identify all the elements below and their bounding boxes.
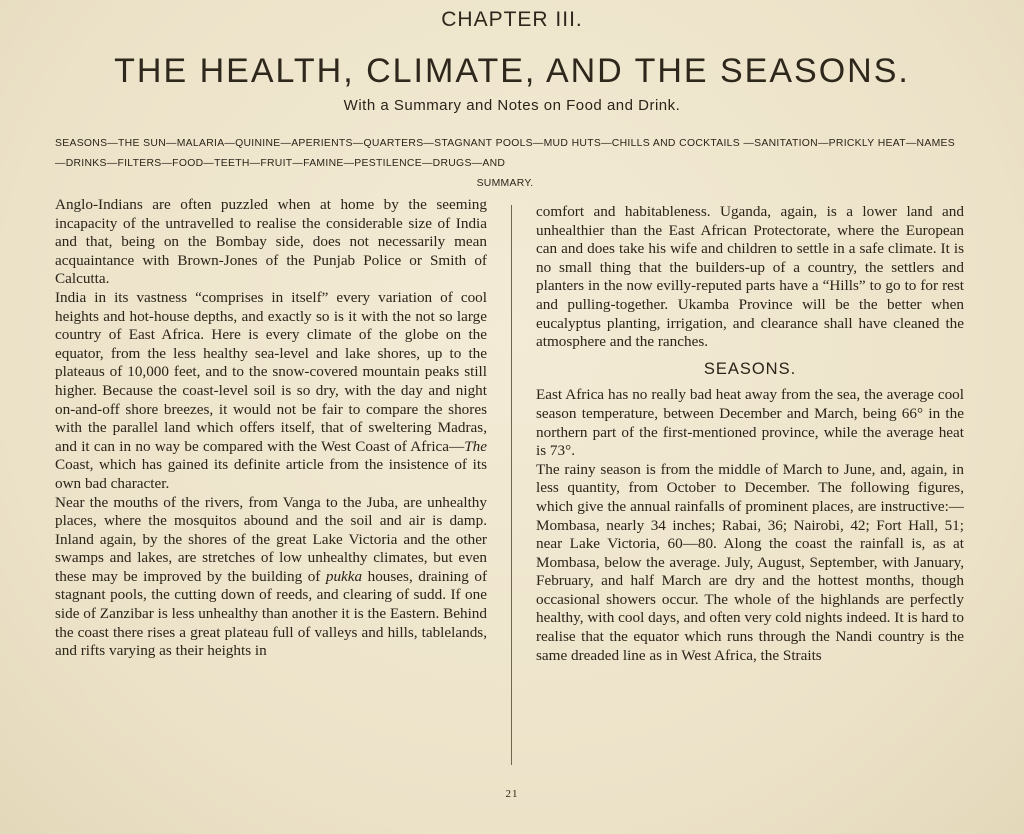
summary-line-1: SEASONS—THE SUN—MALARIA—QUININE—APERIENTS—QUARTERS—STAGNANT POOLS—MUD HUTS—CHILLS AND COCKTAILS: [55, 138, 740, 149]
paragraph: The rainy season is from the middle of March to June, and, again, in less quantity, from October to December. The following figures, which give the annual rainfalls of prominent places, are instructive:—Mombasa, nearly 34 inches; Rabai, 36; Nairobi, 42; Fort Hall, 51; near Lake Victoria, 60—80. Along the coast the rainfall is, as at Mombasa, below the average. July, August, September, with January, February, and half March are dry and the hottest months, though occasional showers occur. The whole of the highlands are perfectly healthy, with cool days, and often very cold nights indeed. It is hard to realise that the equator which runs through the Nandi country is the same dreaded line as in West Africa, the Straits: [536, 460, 964, 664]
paragraph: [55, 289, 487, 494]
paragraph-text: houses, draining of stagnant pools, the cutting down of reeds, and clearing of sudd. If one side of Zanzibar is less unhealthy than another it is the Eastern. Behind the coast there rises a great plateau full of valleys and hills, tablelands, and rifts varying as their heights in: [55, 567, 488, 660]
paragraph: Anglo-Indians are often puzzled when at home by the seeming incapacity of the untravelled to realise the considerable size of India and that, being on the Bombay side, does not necessarily mean acquaintance with Brown-Jones of the Punjab Police or Smith of Calcutta.: [55, 196, 487, 288]
summary-line-3: SUMMARY.: [476, 178, 534, 189]
paragraph-text: Near the mouths of the rivers, from Vanga to the Juba, are unhealthy places, where the mosquitos abound and the soil and air is damp. Inland again, by the shores of the great Lake Victoria and the other swamps and lakes, are stretches of low unhealthy climates, but even these may be improved by the building of: [55, 493, 487, 585]
italic-text: pukka: [325, 567, 363, 585]
left-column: [55, 196, 487, 661]
paragraph-text: India in its vastness “comprises in itself” every variation of cool heights and hot-house depths, and exactly so is it with the not so large country of East Africa. Here is every climate of the globe on the equator, from the less healthy sea-level and lake shores, up to the plateaus of 10,000 feet, and to the snow-covered mountain peaks still higher. Because the coast-level soil is so dry, with the day and night on-and-off shore breezes, it would not be fair to compare the shores with the parallel land which offers itself, that of sweltering Madras, and it can in no way be compared with the West Coast of Africa—: [55, 288, 487, 455]
column-divider: [511, 205, 512, 765]
paragraph-text: Coast, which has gained its definite article from the insistence of its own bad character.: [55, 456, 487, 492]
chapter-summary: [55, 134, 955, 194]
chapter-subtitle: With a Summary and Notes on Food and Drink.: [343, 97, 681, 114]
italic-text: The: [464, 437, 487, 455]
paragraph: [55, 494, 487, 661]
chapter-title: THE HEALTH, CLIMATE, AND THE SEASONS.: [114, 52, 910, 90]
paragraph: comfort and habitableness. Uganda, again, is a lower land and unhealthier than the East African Protectorate, where the European can and does take his wife and children to settle in a safe climate. It is no small thing that the builders-up of a country, the settlers and planters in the now evilly-reputed parts have a “Hills” to go to for rest and pulling-together. Ukamba Province will be the better when eucalyptus planting, irrigation, and clearance shall have cleaned the atmosphere and the ranches.: [536, 203, 964, 351]
summary-line-2: —SANITATION—PRICKLY HEAT—NAMES—DRINKS—FILTERS—FOOD—TEETH—FRUIT—FAMINE—PESTILENCE—DRUGS—AND: [55, 138, 956, 169]
paragraph: East Africa has no really bad heat away from the sea, the average cool season temperature, between December and March, being 66° in the northern part of the first-mentioned province, while the average heat is 73°.: [536, 386, 964, 460]
right-column: [536, 203, 964, 665]
chapter-heading: CHAPTER III.: [441, 8, 583, 31]
page-number: 21: [505, 788, 519, 800]
section-heading: SEASONS.: [703, 359, 797, 378]
